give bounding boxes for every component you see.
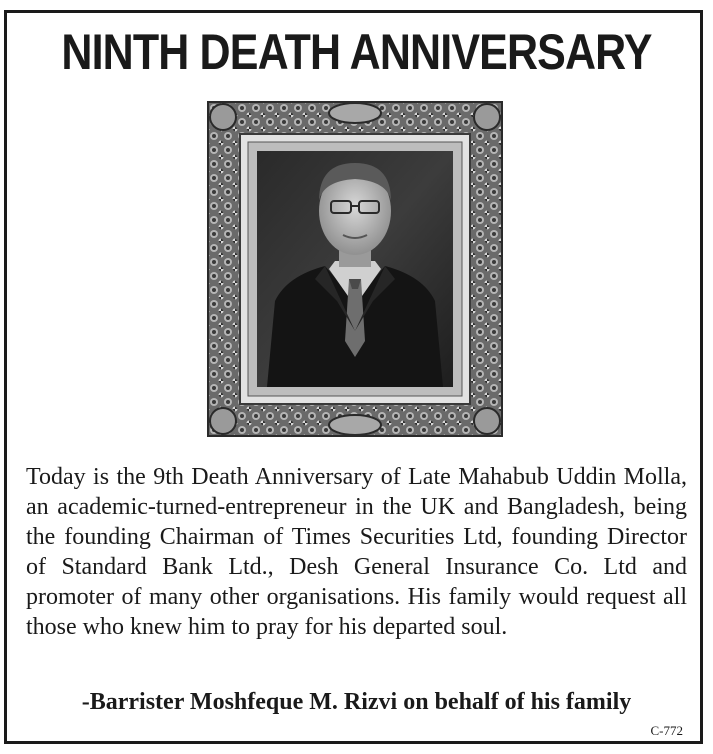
ornate-frame-icon: [207, 101, 503, 437]
ad-code: C-772: [650, 723, 683, 738]
portrait: [207, 101, 503, 437]
headline: NINTH DEATH ANNIVERSARY: [61, 24, 652, 80]
signature: -Barrister Moshfeque M. Rizvi on behalf of his family: [81, 689, 632, 715]
body-text: Today is the 9th Death Anniversary of Late Mahabub Uddin Molla, an academic-turned-entrepreneur in the UK and Bangladesh, being the founding Chairman of Times Securities Ltd, founding Director of Standard Bank Ltd., Desh General Insurance Co. Ltd and promoter of many other organisations. His family would request all those who knew him to pray for his departed soul.: [26, 464, 687, 640]
